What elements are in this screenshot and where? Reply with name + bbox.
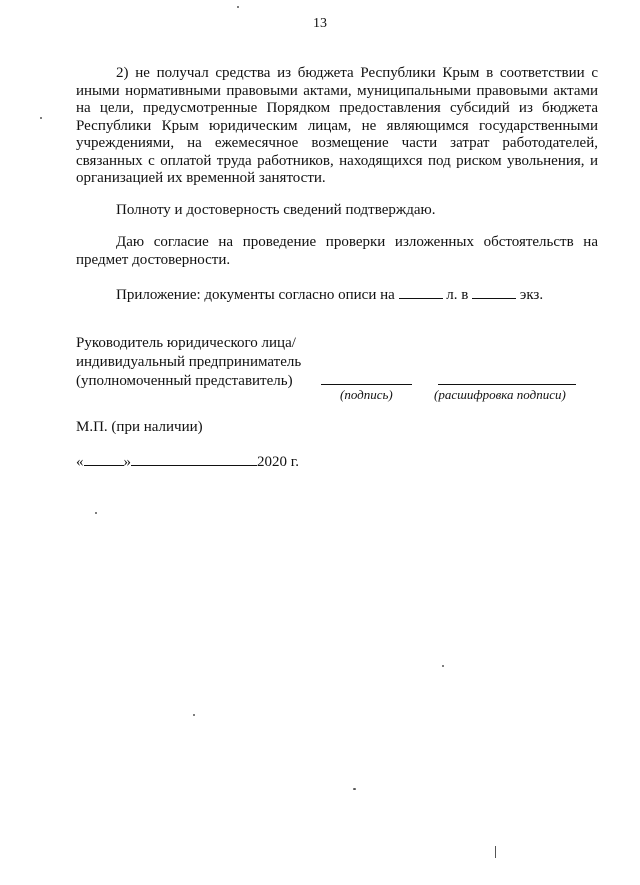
signature-caption: (подпись) <box>340 387 393 402</box>
decoding-caption: (расшифровка подписи) <box>434 387 566 402</box>
page-number: 13 <box>313 16 327 31</box>
scan-speck <box>442 665 444 667</box>
signer-title-line: Руководитель юридического лица/ <box>76 335 296 351</box>
date-close-quote: » <box>123 454 131 470</box>
scan-speck <box>193 714 195 716</box>
signature-line <box>321 384 412 385</box>
scan-speck <box>95 512 97 514</box>
attachment-middle: л. в <box>446 287 469 303</box>
paragraph-line: организацией их временной занятости. <box>76 170 326 186</box>
scan-speck <box>237 6 239 8</box>
paragraph-line: Республики Крым юридическим лицам, не являющимся государственными <box>76 117 598 134</box>
signer-title-line: индивидуальный предприниматель <box>76 354 302 370</box>
date-open-quote: « <box>76 454 84 470</box>
sheets-blank <box>399 286 443 299</box>
copies-blank <box>472 286 516 299</box>
paragraph-confirm: Полноту и достоверность сведений подтверждаю. <box>116 202 436 218</box>
paragraph-consent <box>76 234 598 269</box>
paragraph-line: 2) не получал средства из бюджета Республики Крым в соответствии с <box>116 65 598 81</box>
decoding-line <box>438 384 576 385</box>
scan-speck <box>353 788 356 790</box>
paragraph-line: связанных с оплатой труда работников, находящихся под риском увольнения, и <box>76 152 598 169</box>
attachment-suffix: экз. <box>519 287 544 303</box>
seal-note: М.П. (при наличии) <box>76 419 203 435</box>
attachment-prefix: Приложение: документы согласно описи на <box>116 287 395 303</box>
signer-block <box>76 334 301 391</box>
paragraph-line: учреждениями, на ежемесячное возмещение части затрат работодателей, <box>76 135 598 151</box>
paragraph-line: предмет достоверности. <box>76 251 231 268</box>
date-year: 2020 г. <box>257 454 299 470</box>
attachment-line <box>76 286 598 305</box>
scan-speck <box>495 846 496 858</box>
paragraph-line: иными нормативными правовыми актами, муниципальными правовыми актами <box>76 82 598 99</box>
paragraph-line: на цели, предусмотренные Порядком предоставления субсидий из бюджета <box>76 100 598 116</box>
day-blank <box>84 453 124 466</box>
date-line <box>76 453 299 471</box>
paragraph-budget <box>76 65 598 188</box>
signer-title-line: (уполномоченный представитель) <box>76 373 293 389</box>
month-blank <box>131 453 257 466</box>
paragraph-line: Даю согласие на проведение проверки изложенных обстоятельств на <box>116 234 598 250</box>
scan-speck <box>40 117 42 119</box>
